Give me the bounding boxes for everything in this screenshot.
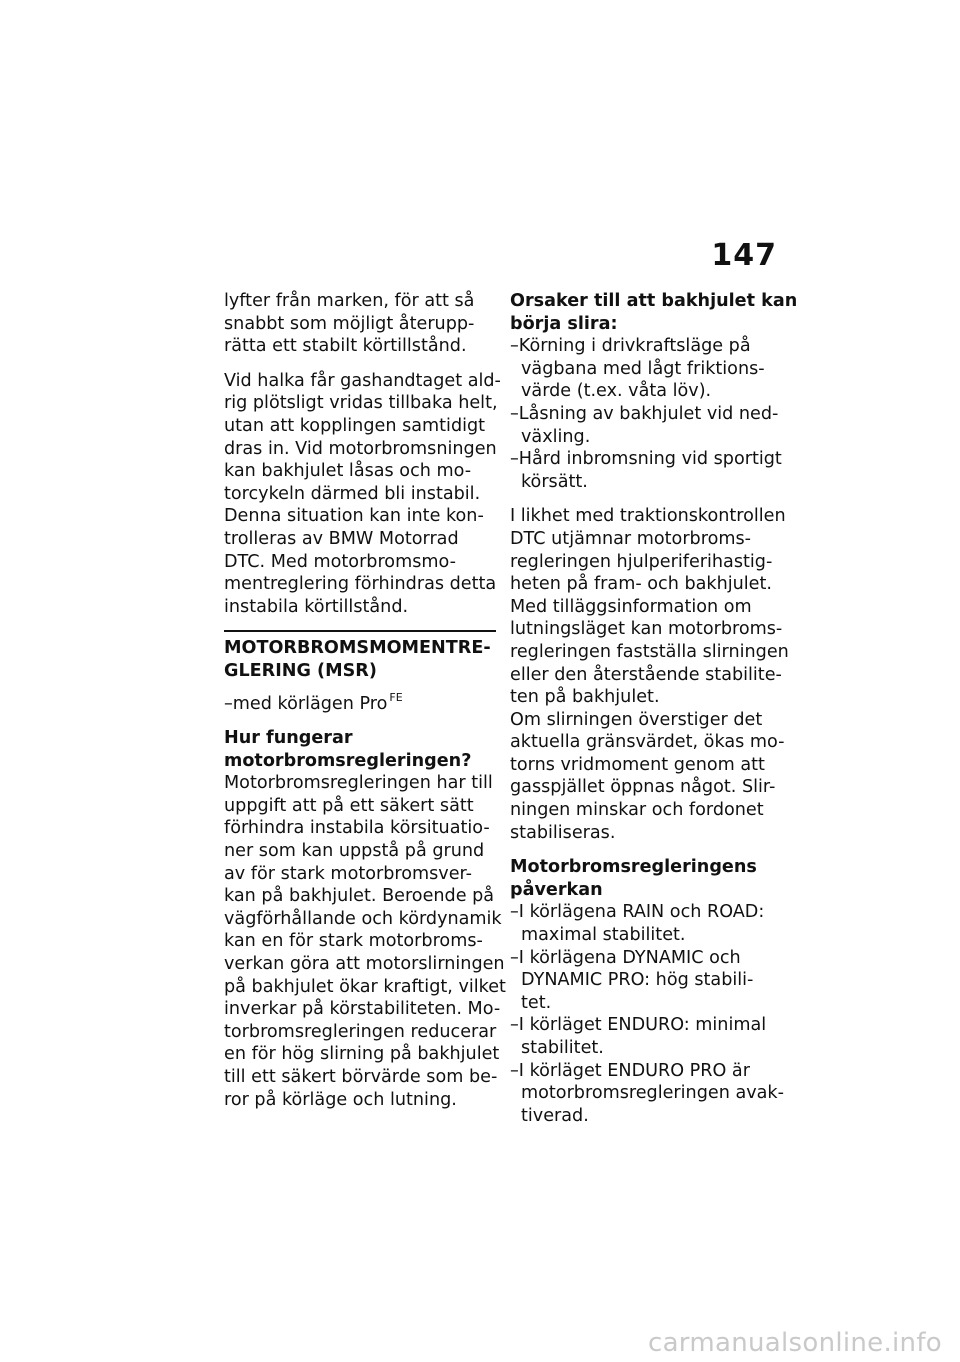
text-line: snabbt som möjligt återupp-	[224, 313, 475, 334]
text-line: aktuella gränsvärdet, ökas mo-	[510, 732, 785, 753]
list-item-text: körsätt.	[521, 471, 588, 492]
list-item-text: –Körning i drivkraftsläge på	[510, 336, 751, 357]
list-item	[510, 403, 782, 448]
page-number: 147	[711, 238, 777, 273]
list-item	[510, 335, 782, 403]
text-line: lutningsläget kan motorbroms-	[510, 619, 783, 640]
text-line: Om slirningen överstiger det	[510, 709, 763, 730]
slippery-paragraph	[224, 370, 501, 619]
right-column	[510, 290, 798, 1139]
text-line: heten på fram- och bakhjulet.	[510, 574, 772, 595]
text-line: instabila körtillstånd.	[224, 596, 409, 617]
dtc-paragraph	[510, 505, 789, 844]
heading-line: Orsaker till att bakhjulet kan	[510, 291, 798, 311]
list-item-text: värde (t.ex. våta löv).	[521, 381, 712, 402]
list-item	[510, 1060, 782, 1128]
text-line: ten på bakhjulet.	[510, 687, 660, 708]
watermark: carmanualsonline.info	[647, 1328, 942, 1358]
mode-text: –med körlägen Pro	[224, 693, 388, 714]
text-line: torns vridmoment genom att	[510, 754, 765, 775]
list-item-text: –I körläget ENDURO PRO är	[510, 1060, 750, 1081]
text-line: dras in. Vid motorbromsningen	[224, 438, 497, 459]
list-item-text: motorbromsregleringen avak-	[521, 1083, 784, 1104]
text-line: Motorbromsregleringen har till	[224, 773, 493, 794]
text-line: förhindra instabila körsituatio-	[224, 818, 490, 839]
text-line: DTC utjämnar motorbroms-	[510, 528, 751, 549]
list-item	[510, 448, 782, 493]
list-item	[510, 1014, 782, 1059]
list-item-text: växling.	[521, 426, 591, 447]
section-heading	[224, 637, 496, 682]
mode-availability	[224, 690, 496, 718]
heading-line: börja slira:	[510, 313, 618, 334]
list-item-text: tiverad.	[521, 1105, 589, 1126]
text-line: stabiliseras.	[510, 822, 616, 843]
text-line: ror på körläge och lutning.	[224, 1089, 457, 1110]
text-line: inverkar på körstabiliteten. Mo-	[224, 999, 501, 1020]
section-divider	[224, 630, 496, 632]
effects-list	[510, 901, 782, 1127]
text-line: kan bakhjulet låsas och mo-	[224, 461, 472, 482]
effect-heading	[510, 856, 782, 901]
causes-list	[510, 335, 782, 493]
text-line: vägförhållande och kördynamik	[224, 908, 502, 929]
text-line: regleringen fastställa slirningen	[510, 641, 789, 662]
text-line: på bakhjulet ökar kraftigt, vilket	[224, 976, 506, 997]
heading-line: Motorbromsregleringens	[510, 857, 757, 878]
text-line: ningen minskar och fordonet	[510, 800, 764, 821]
text-line: rätta ett stabilt körtillstånd.	[224, 336, 467, 357]
msr-answer-paragraph	[224, 772, 506, 1111]
text-line: lyfter från marken, för att så	[224, 291, 475, 311]
text-line: uppgift att på ett säkert sätt	[224, 795, 474, 816]
text-line: trolleras av BMW Motorrad	[224, 528, 459, 549]
list-item-text: –I körlägena DYNAMIC och	[510, 947, 741, 968]
list-item-text: DYNAMIC PRO: hög stabili-	[521, 970, 754, 991]
mode-superscript: FE	[389, 690, 403, 704]
text-line: I likhet med traktionskontrollen	[510, 506, 786, 527]
text-line: Vid halka får gashandtaget ald-	[224, 370, 501, 391]
text-line: eller den återstående stabilite-	[510, 664, 782, 685]
text-line: kan en för stark motorbroms-	[224, 931, 483, 952]
heading-line: MOTORBROMSMOMENTRE-	[224, 638, 491, 659]
heading-line: GLERING (MSR)	[224, 660, 377, 681]
text-line: torbromsregleringen reducerar	[224, 1021, 497, 1042]
list-item-text: –I körläget ENDURO: minimal	[510, 1015, 767, 1036]
list-item-text: stabilitet.	[521, 1038, 604, 1058]
question-heading	[224, 727, 496, 772]
text-line: DTC. Med motorbromsmo-	[224, 551, 456, 572]
list-item-text: maximal stabilitet.	[521, 925, 686, 946]
text-line: rig plötsligt vridas tillbaka helt,	[224, 393, 498, 414]
text-line: ner som kan uppstå på grund	[224, 841, 485, 862]
left-column	[224, 290, 506, 1123]
text-line: utan att kopplingen samtidigt	[224, 415, 486, 436]
list-item-text: –Låsning av bakhjulet vid ned-	[510, 403, 779, 424]
heading-line: Hur fungerar	[224, 728, 353, 749]
text-line: regleringen hjulperiferihastig-	[510, 551, 773, 572]
heading-line: motorbromsregleringen?	[224, 750, 472, 771]
list-item-text: vägbana med lågt friktions-	[521, 358, 765, 379]
text-line: kan på bakhjulet. Beroende på	[224, 886, 495, 907]
heading-line: påverkan	[510, 879, 603, 900]
text-line: av för stark motorbromsver-	[224, 863, 473, 884]
list-item	[510, 901, 782, 946]
list-item-text: –Hård inbromsning vid sportigt	[510, 449, 782, 470]
text-line: Med tilläggsinformation om	[510, 596, 752, 617]
text-line: mentreglering förhindras detta	[224, 574, 497, 595]
list-item	[510, 947, 782, 1015]
text-line: torcykeln därmed bli instabil.	[224, 483, 481, 504]
text-line: Denna situation kan inte kon-	[224, 506, 484, 527]
causes-heading	[510, 290, 798, 335]
list-item-text: –I körlägena RAIN och ROAD:	[510, 902, 765, 923]
intro-paragraph	[224, 290, 496, 358]
text-line: en för hög slirning på bakhjulet	[224, 1044, 500, 1065]
text-line: verkan göra att motorslirningen	[224, 954, 505, 975]
list-item-text: tet.	[521, 992, 552, 1013]
text-line: till ett säkert börvärde som be-	[224, 1067, 498, 1087]
text-line: gasspjället öppnas något. Slir-	[510, 777, 776, 798]
